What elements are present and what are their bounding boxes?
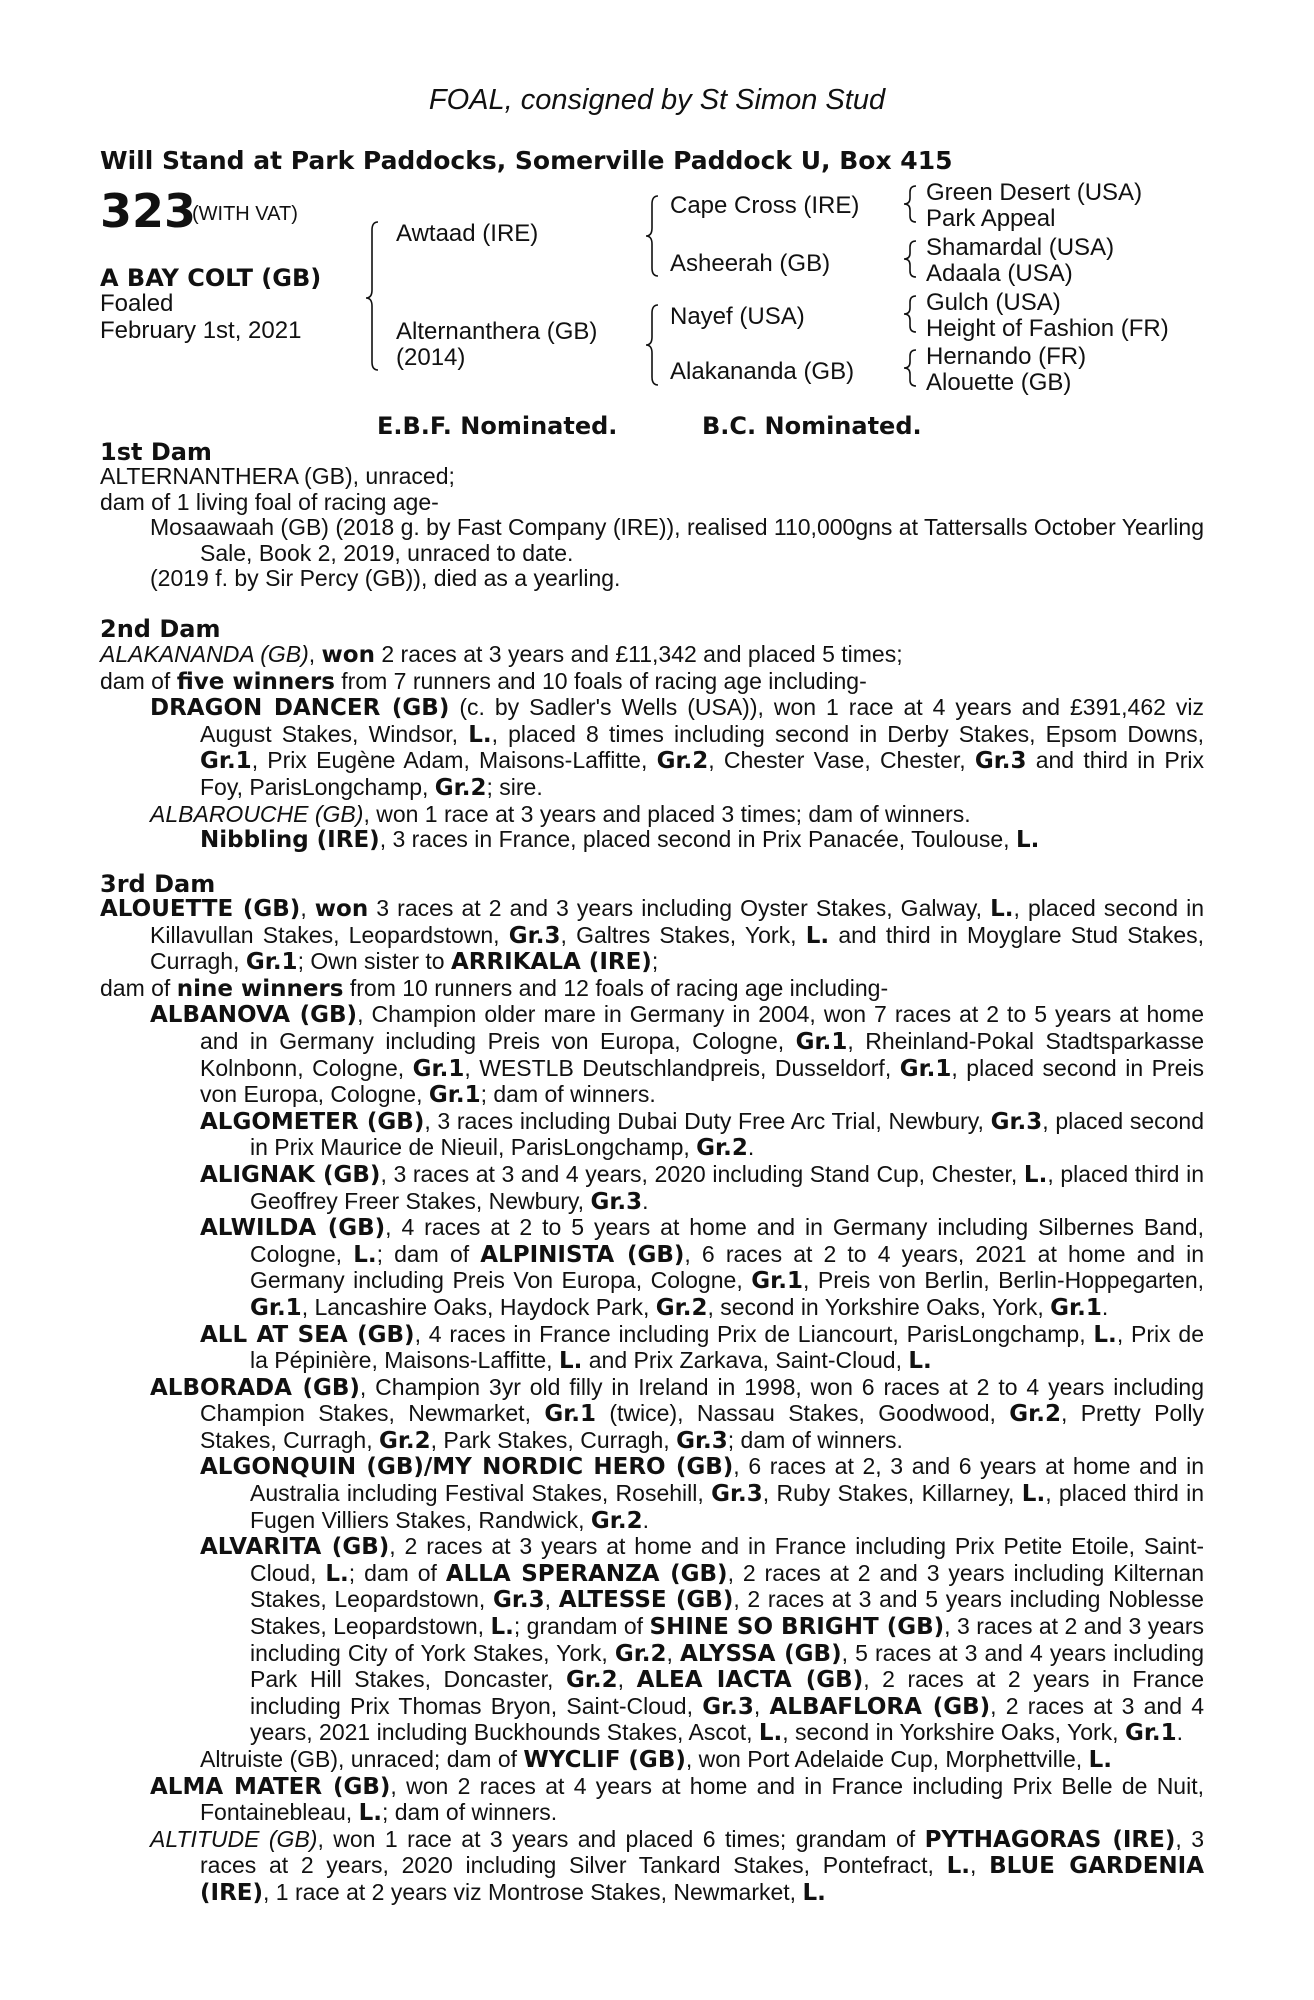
pedigree-sire-sire: Cape Cross (IRE) [670, 192, 860, 219]
second-dam-name: ALAKANANDA (GB), won 2 races at 3 years and £11,342 and placed 5 times; [100, 641, 903, 668]
pedigree-dss: Gulch (USA) [926, 289, 1061, 316]
first-dam-heading: 1st Dam [100, 438, 212, 466]
stand-location: Will Stand at Park Paddocks, Somerville Paddock U, Box 415 [100, 146, 953, 175]
third-dam-produce: ALBORADA (GB), Champion 3yr old filly in Ireland in 1998, won 6 races at 2 to 4 years including Champion Stakes, Newmarket, Gr.1 (twice), Nassau Stakes, Goodwood, Gr.2, Pretty Polly Stakes, Curragh, Gr.2, Park Stakes, Curragh, Gr.3; dam of winners. [150, 1373, 1204, 1454]
third-dam-grandproduce: ALVARITA (GB), 2 races at 3 years at home and in France including Prix Petite Etoile, Saint-Cloud, L.; dam of ALLA SPERANZA (GB), 2 races at 2 and 3 years including Kilternan Stakes, Leopardstown, Gr.3, ALTESSE (GB), 2 races at 3 and 5 years including Noblesse Stakes, Leopardstown, L.; grandam of SHINE SO BRIGHT (GB), 3 races at 2 and 3 years including City of York Stakes, York, Gr.2, ALYSSA (GB), 5 races at 3 and 4 years including Park Hill Stakes, Doncaster, Gr.2, ALEA IACTA (GB), 2 races at 2 years in France including Prix Thomas Bryon, Saint-Cloud, Gr.3, ALBAFLORA (GB), 2 races at 3 and 4 years, 2021 including Buckhounds Stakes, Ascot, L., second in Yorkshire Oaks, York, Gr.1. [200, 1533, 1205, 1747]
foaled-label: Foaled [100, 290, 174, 317]
pedigree-sss: Green Desert (USA) [926, 179, 1143, 206]
third-dam-heading: 3rd Dam [100, 870, 216, 898]
second-dam-summary: dam of five winners from 7 runners and 10 foals of racing age including- [100, 667, 867, 695]
pedigree-dam-sire: Nayef (USA) [670, 303, 805, 330]
second-dam-grandproduce: Nibbling (IRE), 3 races in France, placed second in Prix Panacée, Toulouse, L. [200, 826, 1040, 854]
pedigree-dds: Hernando (FR) [926, 343, 1087, 370]
pedigree-ssd: Park Appeal [926, 205, 1056, 232]
first-dam-summary: dam of 1 living foal of racing age- [100, 488, 439, 515]
third-dam-produce: ALTITUDE (GB), won 1 race at 3 years and placed 6 times; grandam of PYTHAGORAS (IRE), 3 races at 2 years, 2020 including Silver Tankard Stakes, Pontefract, L., BLUE GARDENIA (IRE), 1 race at 2 years viz Montrose Stakes, Newmarket, L. [150, 1825, 1205, 1906]
foaled-date: February 1st, 2021 [100, 317, 302, 344]
pedigree-dam-year: (2014) [396, 344, 466, 371]
third-dam-grandproduce: ALIGNAK (GB), 3 races at 3 and 4 years, 2020 including Stand Cup, Chester, L., placed third in Geoffrey Freer Stakes, Newbury, Gr.3. [200, 1160, 1204, 1215]
third-dam-grandproduce: ALL AT SEA (GB), 4 races in France including Prix de Liancourt, ParisLongchamp, L., Prix de la Pépinière, Maisons-Laffitte, L. and Prix Zarkava, Saint-Cloud, L. [200, 1320, 1204, 1375]
second-dam-produce: ALBAROUCHE (GB), won 1 race at 3 years and placed 3 times; dam of winners. [150, 800, 971, 827]
first-dam-section [100, 464, 1204, 592]
first-dam-produce: (2019 f. by Sir Percy (GB)), died as a yearling. [150, 565, 621, 592]
pedigree-dsd: Height of Fashion (FR) [926, 315, 1169, 342]
second-dam-produce: DRAGON DANCER (GB) (c. by Sadler's Wells (USA)), won 1 race at 4 years and £391,462 viz August Stakes, Windsor, L., placed 8 times including second in Derby Stakes, Epsom Downs, Gr.1, Prix Eugène Adam, Maisons-Laffitte, Gr.2, Chester Vase, Chester, Gr.3 and third in Prix Foy, ParisLongchamp, Gr.2; sire. [150, 694, 1205, 801]
horse-description: A BAY COLT (GB) [100, 264, 322, 292]
pedigree-sire-dam: Asheerah (GB) [670, 250, 831, 277]
ebf-nomination: E.B.F. Nominated. [377, 412, 618, 440]
pedigree-dam: Alternanthera (GB) [396, 318, 598, 345]
third-dam-grandproduce: ALWILDA (GB), 4 races at 2 to 5 years at home and in Germany including Silbernes Band, Cologne, L.; dam of ALPINISTA (GB), 6 races at 2 to 4 years, 2021 at home and in Germany including Preis Von Europa, Cologne, Gr.1, Preis von Berlin, Berlin-Hoppegarten, Gr.1, Lancashire Oaks, Haydock Park, Gr.2, second in Yorkshire Oaks, York, Gr.1. [200, 1214, 1205, 1321]
second-dam-heading: 2nd Dam [100, 615, 221, 643]
third-dam-produce: ALBANOVA (GB), Champion older mare in Germany in 2004, won 7 races at 2 to 5 years at home and in Germany including Preis von Europa, Cologne, Gr.1, Rheinland-Pokal Stadtsparkasse Kolnbonn, Cologne, Gr.1, WESTLB Deutschlandpreis, Dusseldorf, Gr.1, placed second in Preis von Europa, Cologne, Gr.1; dam of winners. [150, 1001, 1205, 1109]
pedigree-sds: Shamardal (USA) [926, 234, 1115, 261]
lot-number: 323 [100, 184, 197, 238]
first-dam-name: ALTERNANTHERA (GB), unraced; [100, 463, 455, 489]
third-dam-summary: dam of nine winners from 10 runners and 12 foals of racing age including- [100, 974, 889, 1002]
pedigree-sire: Awtaad (IRE) [396, 220, 539, 247]
third-dam-name: ALOUETTE (GB), won 3 races at 2 and 3 years including Oyster Stakes, Galway, L., placed second in Killavullan Stakes, Leopardstown, Gr.3, Galtres Stakes, York, L. and third in Moyglare Stud Stakes, Curragh, Gr.1; Own sister to ARRIKALA (IRE); [100, 895, 1205, 976]
third-dam-grandproduce: ALGONQUIN (GB)/MY NORDIC HERO (GB), 6 races at 2, 3 and 6 years at home and in Australia including Festival Stakes, Rosehill, Gr.3, Ruby Stakes, Killarney, L., placed third in Fugen Villiers Stakes, Randwick, Gr.2. [200, 1453, 1205, 1534]
pedigree-ddd: Alouette (GB) [926, 369, 1072, 396]
pedigree-dam-dam: Alakananda (GB) [670, 358, 855, 385]
third-dam-section [100, 896, 1204, 1907]
pedigree-brackets [0, 0, 1314, 420]
bc-nomination: B.C. Nominated. [702, 412, 922, 440]
third-dam-grandproduce: Altruiste (GB), unraced; dam of WYCLIF (GB), won Port Adelaide Cup, Morphettville, L. [200, 1746, 1112, 1773]
second-dam-section [100, 642, 1204, 854]
page-title: FOAL, consigned by St Simon Stud [428, 84, 886, 116]
third-dam-produce: ALMA MATER (GB), won 2 races at 4 years at home and in France including Prix Belle de Nuit, Fontainebleau, L.; dam of winners. [150, 1772, 1204, 1827]
pedigree-sdd: Adaala (USA) [926, 260, 1073, 287]
third-dam-grandproduce: ALGOMETER (GB), 3 races including Dubai Duty Free Arc Trial, Newbury, Gr.3, placed second in Prix Maurice de Nieuil, ParisLongchamp, Gr.2. [200, 1107, 1204, 1162]
first-dam-produce: Mosaawaah (GB) (2018 g. by Fast Company (IRE)), realised 110,000gns at Tattersalls October Yearling Sale, Book 2, 2019, unraced to date. [150, 514, 1204, 566]
vat-note: (WITH VAT) [192, 203, 298, 225]
